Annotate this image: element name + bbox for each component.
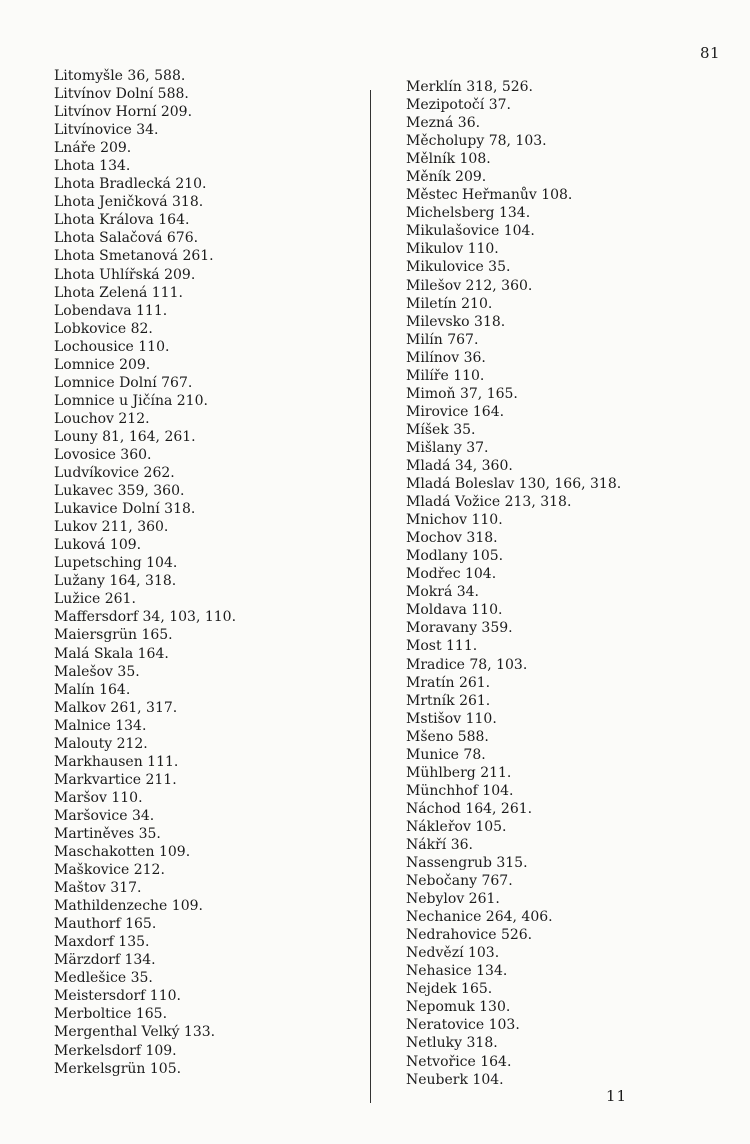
- index-entry: Moravany 359.: [406, 620, 513, 637]
- index-column-right: [406, 78, 621, 1089]
- index-entry: Martiněves 35.: [54, 825, 161, 842]
- column-divider: [370, 90, 371, 1103]
- index-entry: Mratín 261.: [406, 674, 491, 691]
- index-entry: Mšeno 588.: [406, 728, 489, 745]
- index-column-left: [54, 67, 236, 1078]
- index-entry: Maschakotten 109.: [54, 844, 191, 861]
- index-entry: Modřec 104.: [406, 566, 497, 583]
- index-entry: Lomnice Dolní 767.: [54, 374, 193, 391]
- index-entry: Maškovice 212.: [54, 862, 165, 879]
- index-entry: Mišlany 37.: [406, 439, 489, 456]
- index-entry: Malín 164.: [54, 681, 131, 698]
- index-entry: Mradice 78, 103.: [406, 656, 528, 673]
- index-entry: Lhota Salačová 676.: [54, 230, 199, 247]
- index-entry: Mrtník 261.: [406, 692, 491, 709]
- index-entry: Milíře 110.: [406, 367, 485, 384]
- index-entry: Lhota Smetanová 261.: [54, 248, 214, 265]
- index-entry: Nedrahovice 526.: [406, 927, 533, 944]
- index-entry: Mergenthal Velký 133.: [54, 1024, 216, 1041]
- index-entry: Lobkovice 82.: [54, 320, 153, 337]
- index-entry: Milešov 212, 360.: [406, 277, 533, 294]
- index-entry: Neuberk 104.: [406, 1071, 504, 1088]
- index-entry: Mühlberg 211.: [406, 764, 512, 781]
- index-entry: Litomyšle 36, 588.: [54, 68, 186, 84]
- index-entry: Lhota Uhlířská 209.: [54, 266, 196, 283]
- index-entry: Milín 767.: [406, 331, 479, 348]
- index-entry: Münchhof 104.: [406, 782, 514, 799]
- index-entry: Markvartice 211.: [54, 771, 177, 788]
- index-entry: Lochousice 110.: [54, 338, 170, 355]
- index-entry: Nehasice 134.: [406, 963, 508, 980]
- index-entry: Markhausen 111.: [54, 753, 179, 770]
- index-entry: Netluky 318.: [406, 1035, 498, 1052]
- index-entry: Lupetsching 104.: [54, 555, 178, 572]
- index-entry: Mezná 36.: [406, 115, 481, 132]
- index-entry: Mstišov 110.: [406, 710, 497, 727]
- index-entry: Louny 81, 164, 261.: [54, 428, 196, 445]
- index-entry: Miletín 210.: [406, 295, 493, 312]
- index-entry: Nebylov 261.: [406, 891, 500, 908]
- index-entry: Lhota 134.: [54, 158, 131, 175]
- index-entry: Luková 109.: [54, 537, 142, 554]
- index-entry: Mirovice 164.: [406, 403, 505, 420]
- index-entry: Mikulašovice 104.: [406, 223, 535, 240]
- index-entry: Míšek 35.: [406, 421, 476, 438]
- index-entry: Most 111.: [406, 638, 478, 655]
- index-entry: Lhota Jeničková 318.: [54, 194, 204, 211]
- index-entry: Modlany 105.: [406, 548, 504, 565]
- index-entry: Lhota Zelená 111.: [54, 284, 183, 301]
- index-entry: Merkelsgrün 105.: [54, 1060, 182, 1077]
- index-entry: Mladá Boleslav 130, 166, 318.: [406, 476, 622, 493]
- index-entry: Lobendava 111.: [54, 302, 168, 319]
- index-entry: Malnice 134.: [54, 717, 147, 734]
- printer-signature: 11: [606, 1087, 628, 1105]
- index-entry: Märzdorf 134.: [54, 952, 156, 969]
- index-entry: Litvínov Dolní 588.: [54, 86, 189, 103]
- index-entry: Louchov 212.: [54, 410, 150, 427]
- index-entry: Městec Heřmanův 108.: [406, 187, 573, 204]
- index-entry: Malešov 35.: [54, 663, 140, 680]
- index-entry: Maštov 317.: [54, 880, 142, 897]
- index-entry: Litvínov Horní 209.: [54, 104, 193, 121]
- index-entry: Nassengrub 315.: [406, 855, 528, 872]
- index-entry: Mnichov 110.: [406, 512, 503, 529]
- index-entry: Mochov 318.: [406, 530, 498, 547]
- index-entry: Malouty 212.: [54, 735, 148, 752]
- index-entry: Milevsko 318.: [406, 313, 506, 330]
- index-entry: Nejdek 165.: [406, 981, 493, 998]
- index-entry: Mladá Vožice 213, 318.: [406, 494, 572, 511]
- index-entry: Lukavec 359, 360.: [54, 483, 185, 500]
- index-entry: Mokrá 34.: [406, 584, 480, 601]
- index-entry: Malkov 261, 317.: [54, 699, 178, 716]
- index-entry: Nákří 36.: [406, 836, 473, 853]
- index-entry: Nepomuk 130.: [406, 999, 511, 1016]
- index-entry: Nedvězí 103.: [406, 945, 500, 962]
- index-entry: Mladá 34, 360.: [406, 457, 513, 474]
- index-entry: Lukov 211, 360.: [54, 519, 169, 536]
- index-entry: Maršov 110.: [54, 789, 143, 806]
- index-entry: Nechanice 264, 406.: [406, 909, 553, 926]
- index-entry: Merboltice 165.: [54, 1006, 168, 1023]
- page-number: 81: [700, 44, 721, 62]
- index-entry: Merklín 318, 526.: [406, 79, 534, 95]
- index-entry: Lomnice u Jičína 210.: [54, 392, 208, 409]
- index-entry: Mathildenzeche 109.: [54, 898, 203, 915]
- index-entry: Mimoň 37, 165.: [406, 385, 518, 402]
- index-entry: Mikulov 110.: [406, 241, 499, 258]
- index-entry: Neratovice 103.: [406, 1017, 520, 1034]
- index-entry: Lukavice Dolní 318.: [54, 501, 196, 518]
- index-entry: Maxdorf 135.: [54, 934, 150, 951]
- index-entry: Lomnice 209.: [54, 356, 151, 373]
- index-entry: Měcholupy 78, 103.: [406, 133, 547, 150]
- index-entry: Michelsberg 134.: [406, 205, 531, 222]
- index-entry: Milínov 36.: [406, 349, 486, 366]
- index-entry: Litvínovice 34.: [54, 122, 159, 139]
- index-entry: Munice 78.: [406, 746, 486, 763]
- index-entry: Lovosice 360.: [54, 446, 152, 463]
- index-entry: Lnáře 209.: [54, 140, 132, 157]
- index-entry: Netvořice 164.: [406, 1053, 512, 1070]
- index-entry: Mikulovice 35.: [406, 259, 511, 276]
- index-entry: Ludvíkovice 262.: [54, 465, 175, 482]
- index-entry: Nákleřov 105.: [406, 818, 507, 835]
- index-entry: Moldava 110.: [406, 602, 503, 619]
- index-entry: Lhota Králova 164.: [54, 212, 190, 229]
- index-entry: Mělník 108.: [406, 151, 491, 168]
- index-entry: Merkelsdorf 109.: [54, 1042, 177, 1059]
- index-entry: Měník 209.: [406, 169, 487, 186]
- index-entry: Lužice 261.: [54, 591, 136, 608]
- index-entry: Nebočany 767.: [406, 873, 513, 890]
- index-entry: Malá Skala 164.: [54, 645, 169, 662]
- index-entry: Náchod 164, 261.: [406, 800, 533, 817]
- index-entry: Maršovice 34.: [54, 807, 155, 824]
- index-entry: Lhota Bradlecká 210.: [54, 176, 207, 193]
- index-entry: Meistersdorf 110.: [54, 988, 181, 1005]
- index-entry: Maffersdorf 34, 103, 110.: [54, 609, 237, 626]
- index-entry: Mezipotočí 37.: [406, 97, 511, 114]
- index-entry: Medlešice 35.: [54, 970, 153, 987]
- index-entry: Lužany 164, 318.: [54, 573, 177, 590]
- index-entry: Maiersgrün 165.: [54, 627, 173, 644]
- index-entry: Mauthorf 165.: [54, 916, 157, 933]
